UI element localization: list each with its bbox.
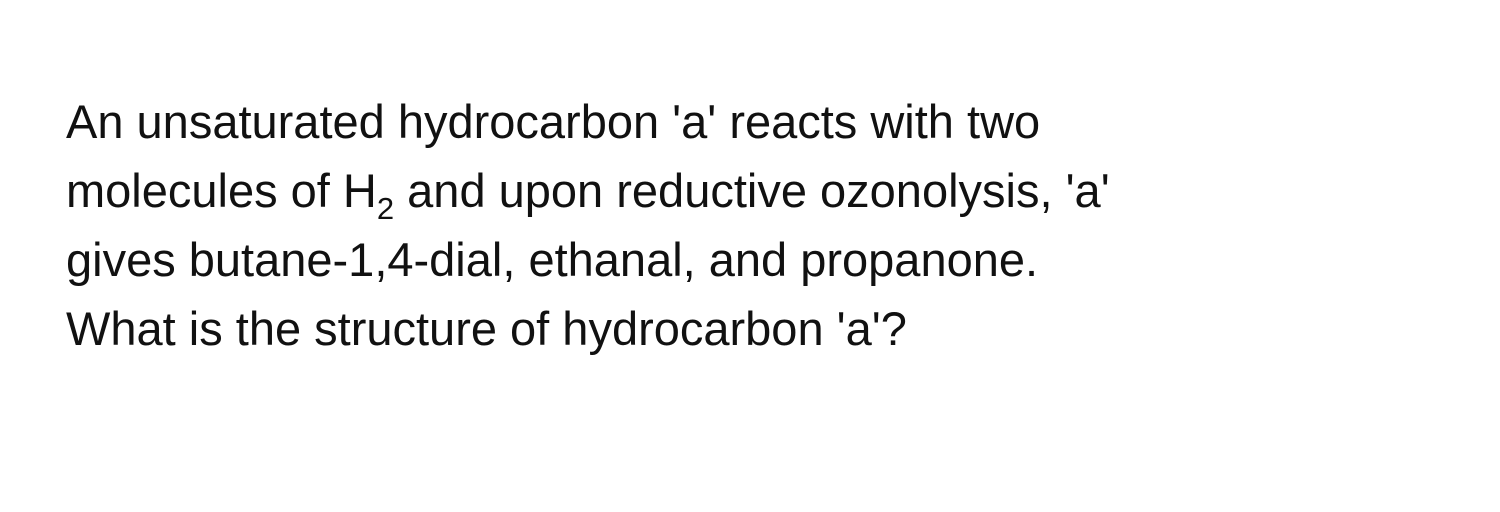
question-line-4: What is the structure of hydrocarbon 'a'? [66, 302, 907, 355]
question-line-2-end: and upon reductive ozonolysis, 'a' [394, 164, 1110, 217]
question-line-2-start: molecules of H [66, 164, 377, 217]
h2-subscript: 2 [376, 191, 395, 226]
question-line-1: An unsaturated hydrocarbon 'a' reacts with two [66, 95, 1041, 148]
question-line-2 [66, 156, 1466, 225]
question-line-3: gives butane-1,4-dial, ethanal, and propanone. [66, 233, 1039, 286]
question-text [66, 87, 1466, 363]
